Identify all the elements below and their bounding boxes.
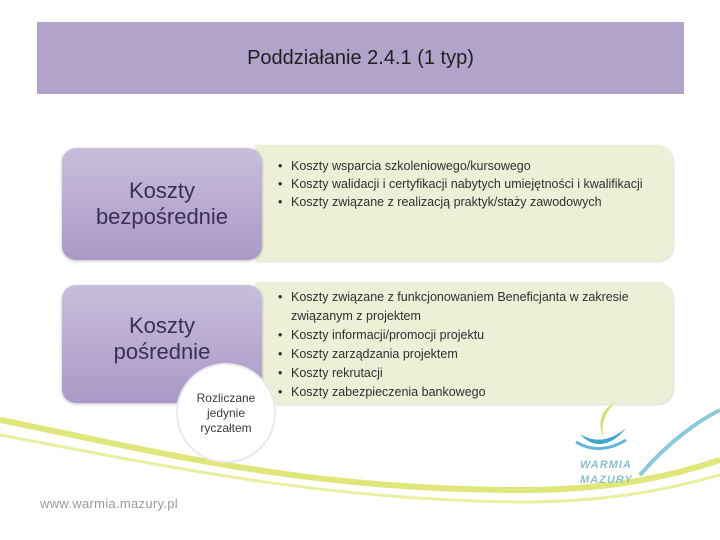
page-title: Poddziałanie 2.4.1 (1 typ) (247, 46, 474, 69)
logo-text (580, 458, 633, 488)
logo-line-2: MAZURY (580, 474, 633, 486)
list-item: • Koszty zarządzania projektem (277, 345, 657, 364)
list-item: • Koszty zabezpieczenia bankowego (277, 383, 657, 402)
flat-rate-note: Rozliczane jedynie ryczałtem (196, 390, 256, 435)
list-item: • Koszty związane z funkcjonowaniem Beneficjanta w zakresie związanym z projektem (277, 288, 657, 326)
list-item: • Koszty wsparcia szkoleniowego/kursowego (277, 157, 657, 175)
logo-wave-icon (568, 400, 648, 460)
footer-url: www.warmia.mazury.pl (40, 496, 178, 511)
direct-costs-box (62, 148, 262, 260)
warmia-mazury-logo (568, 400, 668, 500)
list-item: • Koszty związane z realizacją praktyk/staży zawodowych (277, 193, 657, 211)
flat-rate-note-circle (178, 365, 274, 461)
list-item: • Koszty rekrutacji (277, 364, 657, 383)
direct-costs-label: Koszty bezpośrednie (95, 178, 229, 229)
list-item: • Koszty walidacji i certyfikacji nabytych umiejętności i kwalifikacji (277, 175, 657, 193)
direct-costs-list-box (255, 145, 673, 261)
logo-line-1: WARMIA (580, 459, 632, 471)
indirect-costs-list-box (255, 282, 673, 404)
direct-costs-list (277, 157, 657, 211)
indirect-costs-label: Koszty pośrednie (113, 313, 211, 364)
list-item: • Koszty informacji/promocji projektu (277, 326, 657, 345)
title-bar (37, 22, 684, 94)
indirect-costs-list (277, 288, 657, 402)
